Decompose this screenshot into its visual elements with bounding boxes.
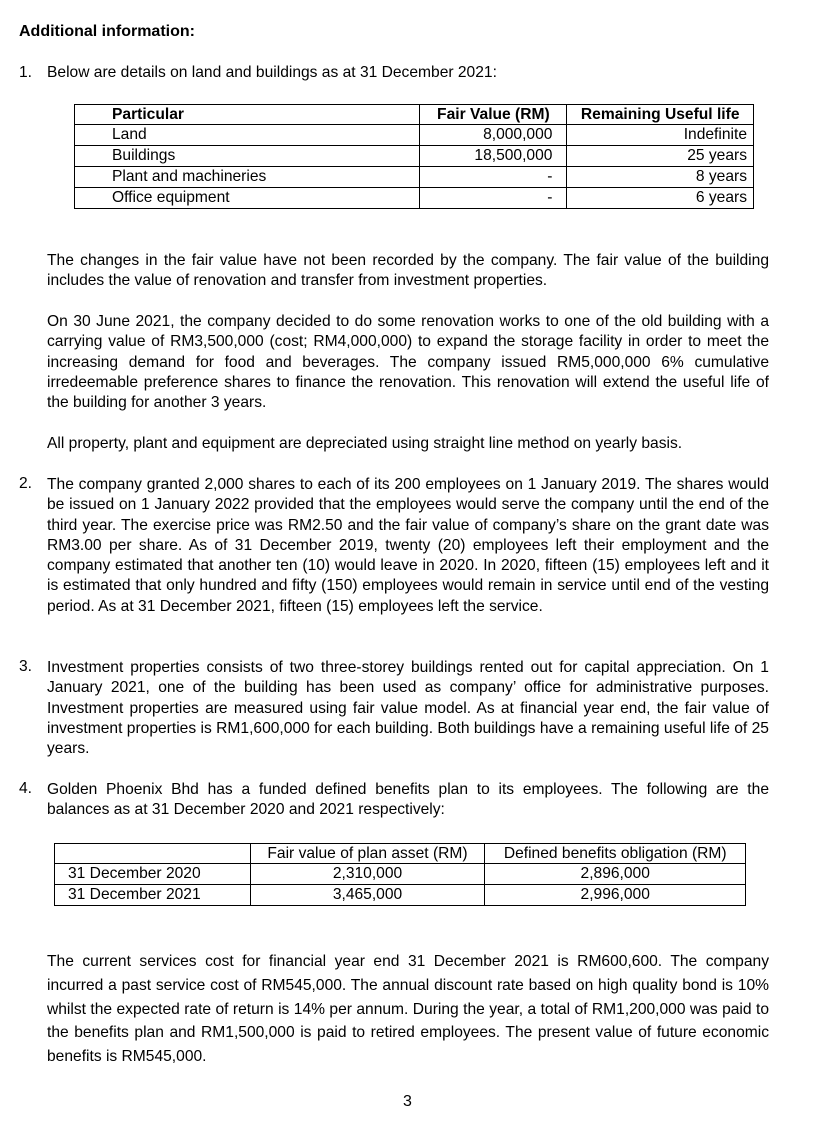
table-cell: 25 years [567,146,754,167]
table-cell: Plant and machineries [75,167,420,188]
table-cell: 18,500,000 [420,146,567,167]
item-number: 3. [19,658,33,675]
item-number: 2. [19,475,33,492]
table-cell: Land [75,125,420,146]
item-number: 1. [19,64,33,81]
list-item-2 [19,475,769,617]
column-header: Remaining Useful life [567,105,754,125]
table-cell: 31 December 2020 [55,864,251,885]
list-item-3 [19,658,769,759]
table-cell: Office equipment [75,188,420,209]
paragraph: On 30 June 2021, the company decided to do some renovation works to one of the old building with a carrying value of RM3,500,000 (cost; RM4,000,000) to expand the storage facility in order to meet the increasing demand for food and beverages. The company issued RM5,000,000 6% cumulative irredeemable preference shares to finance the renovation. This renovation will extend the useful life of the building for another 3 years. [47,313,769,412]
page-number: 3 [403,1093,412,1110]
table-cell: Indefinite [567,125,754,146]
column-header: Fair value of plan asset (RM) [250,844,485,864]
table-cell: 3,465,000 [250,885,485,906]
table-row [55,864,746,885]
table-cell: 8,000,000 [420,125,567,146]
table-row [75,167,754,188]
column-header: Particular [75,105,420,125]
paragraph: All property, plant and equipment are depreciated using straight line method on yearly basis. [47,435,683,452]
table-row [55,885,746,906]
table-cell: 2,996,000 [485,885,746,906]
item-number: 4. [19,780,33,797]
column-header: Defined benefits obligation (RM) [485,844,746,864]
paragraph: The changes in the fair value have not been recorded by the company. The fair value of the building includes the value of renovation and transfer from investment properties. [47,252,769,290]
table-cell: - [420,167,567,188]
column-header [55,844,251,864]
paragraph: The company granted 2,000 shares to each of its 200 employees on 1 January 2019. The shares would be issued on 1 January 2022 provided that the employees would serve the company until the end of the third year. The exercise price was RM2.50 and the fair value of company’s share on the grant date was RM3.00 per share. As of 31 December 2019, twenty (20) employees left their employment and the company estimated that another ten (10) would leave in 2020. In 2020, fifteen (15) employees left and it is estimated that only hundred and fifty (150) employees would remain in service until end of the vesting period. As at 31 December 2021, fifteen (15) employees left the service. [47,476,769,615]
table-row [75,125,754,146]
table-cell: - [420,188,567,209]
table-row [75,188,754,209]
table-cell: 8 years [567,167,754,188]
table-cell: 6 years [567,188,754,209]
defined-benefits-table [54,843,746,906]
table-header-row [55,844,746,864]
table-cell: 2,896,000 [485,864,746,885]
table-header-row [75,105,754,125]
section-heading: Additional information: [19,23,195,40]
paragraph: Golden Phoenix Bhd has a funded defined benefits plan to its employees. The following are the balances as at 31 December 2020 and 2021 respectively: [47,781,769,819]
list-item-1 [19,64,769,82]
item-1-intro: Below are details on land and buildings as at 31 December 2021: [47,64,497,81]
paragraph: Investment properties consists of two three-storey buildings rented out for capital appreciation. On 1 January 2021, one of the building has been used as company’ office for administrative purposes. Investment properties are measured using fair value model. As at financial year end, the fair value of investment properties is RM1,600,000 for each building. Both buildings have a remaining useful life of 25 years. [47,659,769,758]
table-cell: Buildings [75,146,420,167]
paragraph: The current services cost for financial year end 31 December 2021 is RM600,600. The company incurred a past service cost of RM545,000. The annual discount rate based on high quality bond is 10% whilst the expected rate of return is 14% per annum. During the year, a total of RM1,200,000 was paid to the benefits plan and RM1,500,000 is paid to retired employees. The present value of future economic benefits is RM545,000. [47,953,769,1066]
land-buildings-table [74,104,754,209]
table-cell: 31 December 2021 [55,885,251,906]
column-header: Fair Value (RM) [420,105,567,125]
table-row [75,146,754,167]
list-item-4 [19,780,769,821]
table-cell: 2,310,000 [250,864,485,885]
